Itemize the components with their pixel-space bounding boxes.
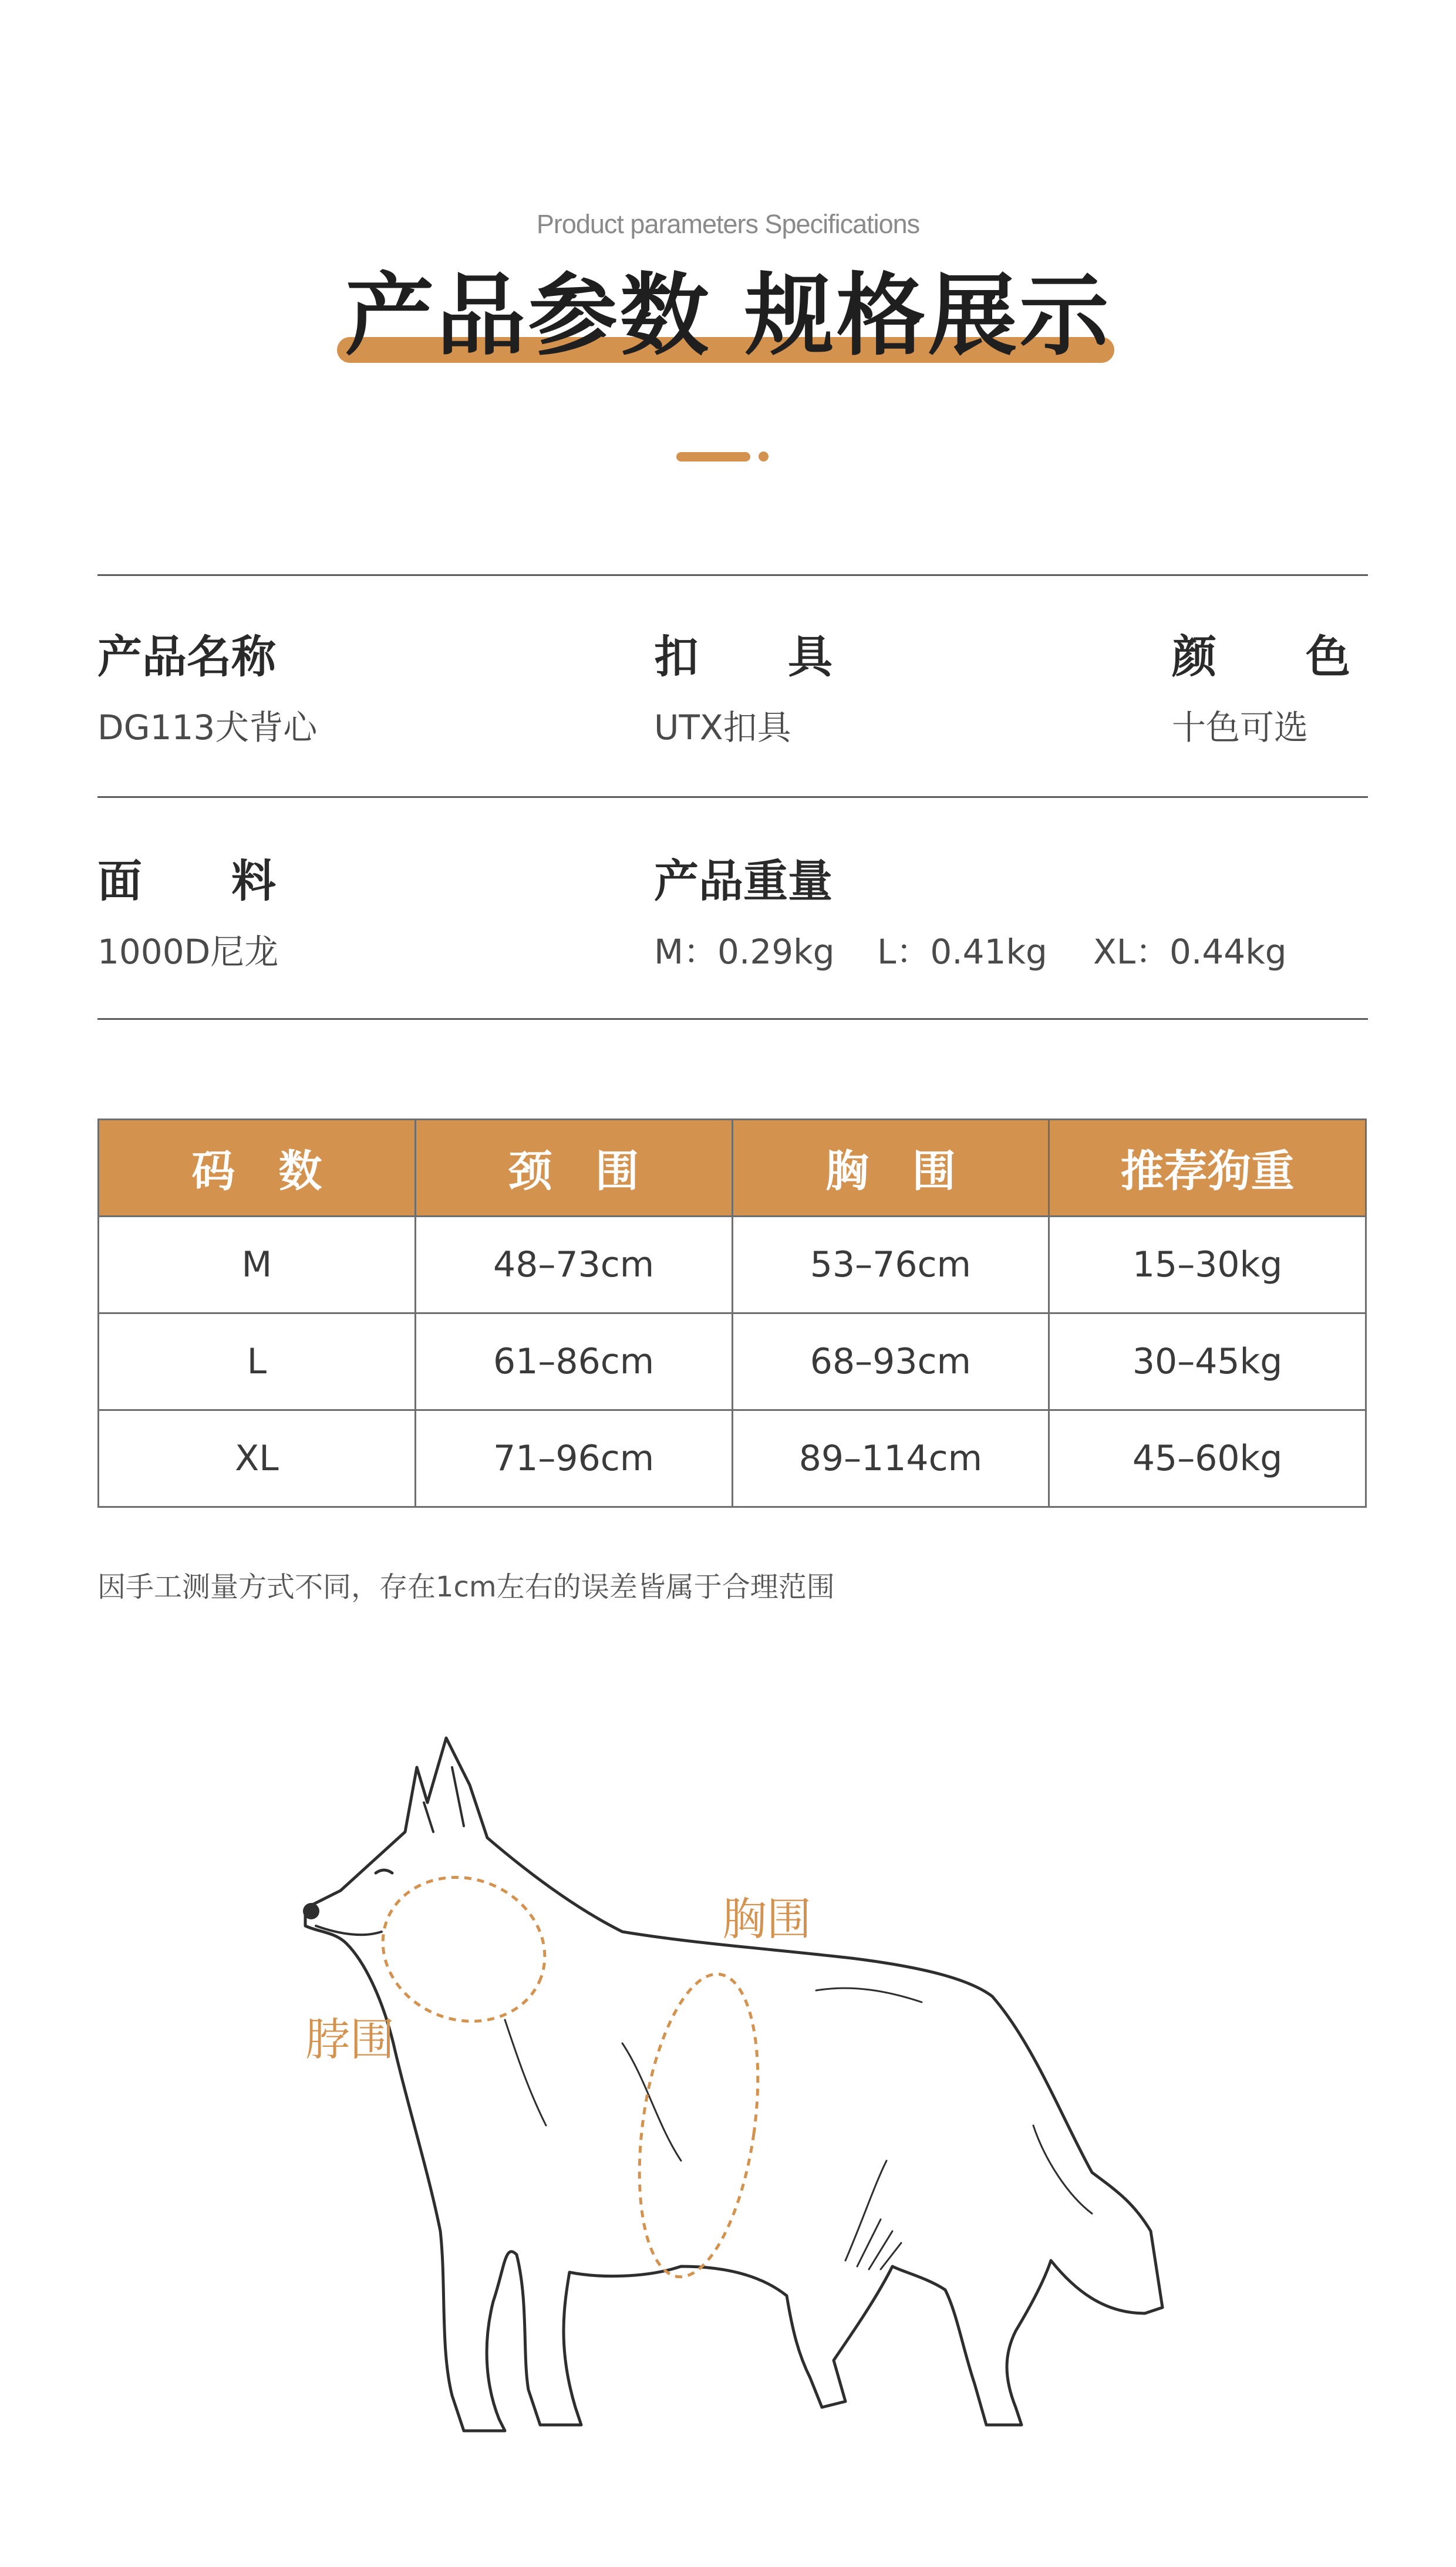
- cell-neck: 71–96cm: [415, 1410, 732, 1507]
- param-value-fabric: 1000D尼龙: [97, 932, 279, 972]
- divider-bottom: [97, 1018, 1368, 1020]
- table-row: [99, 1410, 1366, 1507]
- decorative-dash: [676, 452, 750, 461]
- param-label-buckle: 扣 具: [654, 631, 833, 683]
- header-size: 码 数: [99, 1120, 416, 1217]
- cell-neck: 61–86cm: [415, 1313, 732, 1410]
- section-subtitle: Product parameters Specifications: [536, 209, 920, 239]
- divider-top: [97, 574, 1368, 576]
- table-row: [99, 1217, 1366, 1313]
- table-row: [99, 1313, 1366, 1410]
- header-dog-weight: 推荐狗重: [1049, 1120, 1366, 1217]
- size-table-header-row: [99, 1120, 1366, 1217]
- param-value-weight-m: M：0.29kg: [654, 932, 835, 972]
- param-value-weight-l: L：0.41kg: [877, 932, 1047, 972]
- param-label-color: 颜 色: [1172, 631, 1350, 683]
- param-label-product-name: 产品名称: [97, 631, 276, 683]
- param-label-weight: 产品重量: [654, 855, 833, 907]
- header-chest: 胸 围: [732, 1120, 1049, 1217]
- param-label-fabric: 面 料: [97, 855, 276, 907]
- cell-size: L: [99, 1313, 416, 1410]
- param-value-color: 十色可选: [1172, 708, 1309, 747]
- header-neck: 颈 围: [415, 1120, 732, 1217]
- decorative-dot: [759, 452, 769, 461]
- param-value-buckle: UTX扣具: [654, 708, 791, 747]
- cell-chest: 89–114cm: [732, 1410, 1049, 1507]
- cell-dog-weight: 15–30kg: [1049, 1217, 1366, 1313]
- chest-label: 胸围: [722, 1893, 811, 1945]
- measurement-note: 因手工测量方式不同，存在1cm左右的误差皆属于合理范围: [97, 1571, 835, 1603]
- cell-chest: 53–76cm: [732, 1217, 1049, 1313]
- param-value-product-name: DG113犬背心: [97, 708, 318, 747]
- dog-body-outline: [305, 1738, 1162, 2431]
- cell-dog-weight: 30–45kg: [1049, 1313, 1366, 1410]
- cell-dog-weight: 45–60kg: [1049, 1410, 1366, 1507]
- dog-measurement-illustration: [270, 1714, 1209, 2466]
- page-title: 产品参数 规格展示: [345, 264, 1111, 368]
- cell-size: XL: [99, 1410, 416, 1507]
- cell-size: M: [99, 1217, 416, 1313]
- neck-label: 脖围: [305, 2013, 395, 2066]
- divider-middle: [97, 796, 1368, 798]
- cell-chest: 68–93cm: [732, 1313, 1049, 1410]
- param-value-weight-xl: XL：0.44kg: [1093, 932, 1287, 972]
- cell-neck: 48–73cm: [415, 1217, 732, 1313]
- size-table: [97, 1119, 1367, 1508]
